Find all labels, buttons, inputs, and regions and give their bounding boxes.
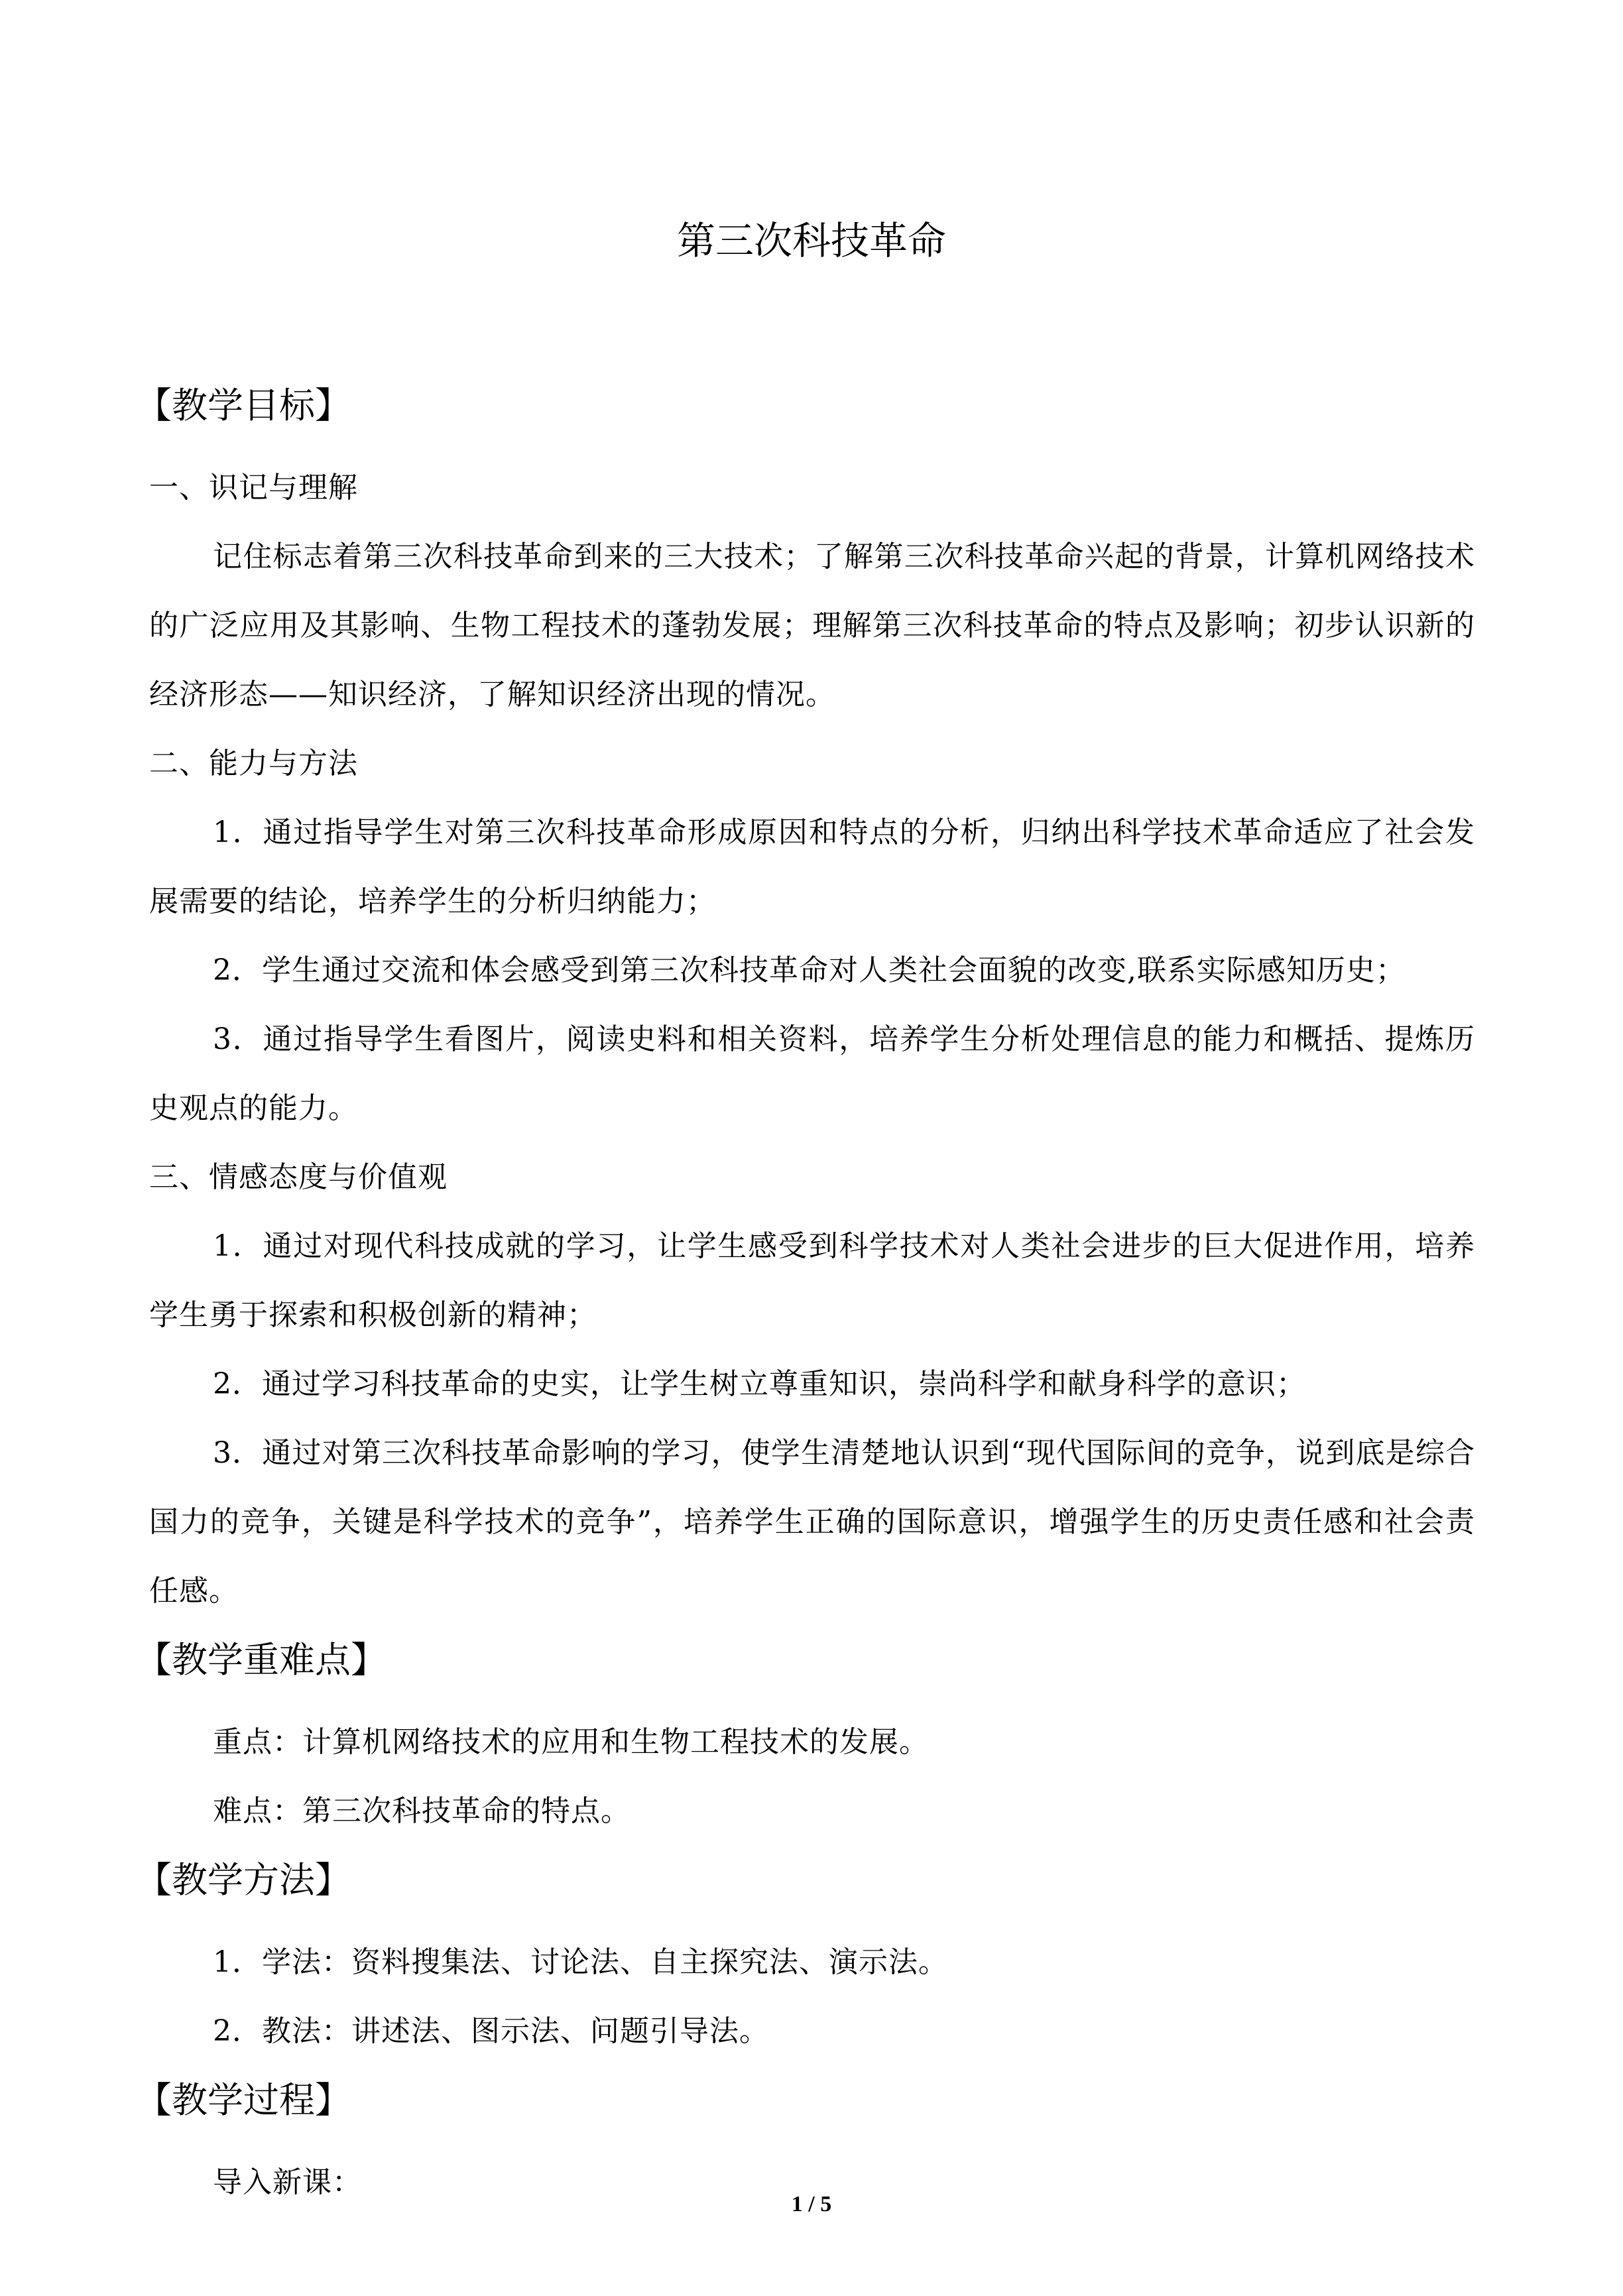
document-body	[136, 371, 1475, 2217]
paragraph: 3．通过对第三次科技革命影响的学习，使学生清楚地认识到“现代国际间的竞争，说到底是综合国力的竞争，关键是科学技术的竞争”，培养学生正确的国际意识，增强学生的历史责任感和社会责任感。	[149, 1436, 1475, 1608]
paragraph: 重点：计算机网络技术的应用和生物工程技术的发展。	[213, 1725, 929, 1759]
paragraph: 2．通过学习科技革命的史实，让学生树立尊重知识，崇尚科学和献身科学的意识；	[213, 1367, 1306, 1401]
subheading: 二、能力与方法	[149, 747, 358, 780]
paragraph: 1．学法：资料搜集法、讨论法、自主探究法、演示法。	[213, 1945, 948, 1979]
subheading: 三、情感态度与价值观	[149, 1160, 448, 1194]
section-key-difficult-points	[136, 1626, 1475, 1846]
page-title: 第三次科技革命	[676, 218, 946, 263]
paragraph: 1．通过对现代科技成就的学习，让学生感受到科学技术对人类社会进步的巨大促进作用，培养学生勇于探索和积极创新的精神；	[149, 1229, 1475, 1332]
subheading: 一、识记与理解	[149, 471, 358, 505]
section-teaching-objectives	[136, 371, 1475, 1626]
paragraph: 难点：第三次科技革命的特点。	[213, 1794, 631, 1828]
paragraph: 记住标志着第三次科技革命到来的三大技术；了解第三次科技革命兴起的背景，计算机网络技术的广泛应用及其影响、生物工程技术的蓬勃发展；理解第三次科技革命的特点及影响；初步认识新的经济形态——知识经济，了解知识经济出现的情况。	[149, 540, 1475, 711]
paragraph: 1．通过指导学生对第三次科技革命形成原因和特点的分析，归纳出科学技术革命适应了社会发展需要的结论，培养学生的分析归纳能力；	[149, 816, 1475, 918]
page-number: 1 / 5	[791, 2192, 832, 2216]
section-heading: 【教学方法】	[136, 1859, 351, 1901]
paragraph: 3．通过指导学生看图片，阅读史料和相关资料，培养学生分析处理信息的能力和概括、提炼历史观点的能力。	[149, 1022, 1475, 1125]
section-teaching-methods	[136, 1846, 1475, 2066]
paragraph: 导入新课：	[213, 2165, 362, 2199]
section-heading: 【教学重难点】	[136, 1639, 387, 1681]
paragraph: 2．教法：讲述法、图示法、问题引导法。	[213, 2014, 769, 2048]
section-heading: 【教学过程】	[136, 2079, 351, 2121]
paragraph: 2．学生通过交流和体会感受到第三次科技革命对人类社会面貌的改变,联系实际感知历史；	[213, 953, 1406, 987]
section-heading: 【教学目标】	[136, 385, 351, 426]
